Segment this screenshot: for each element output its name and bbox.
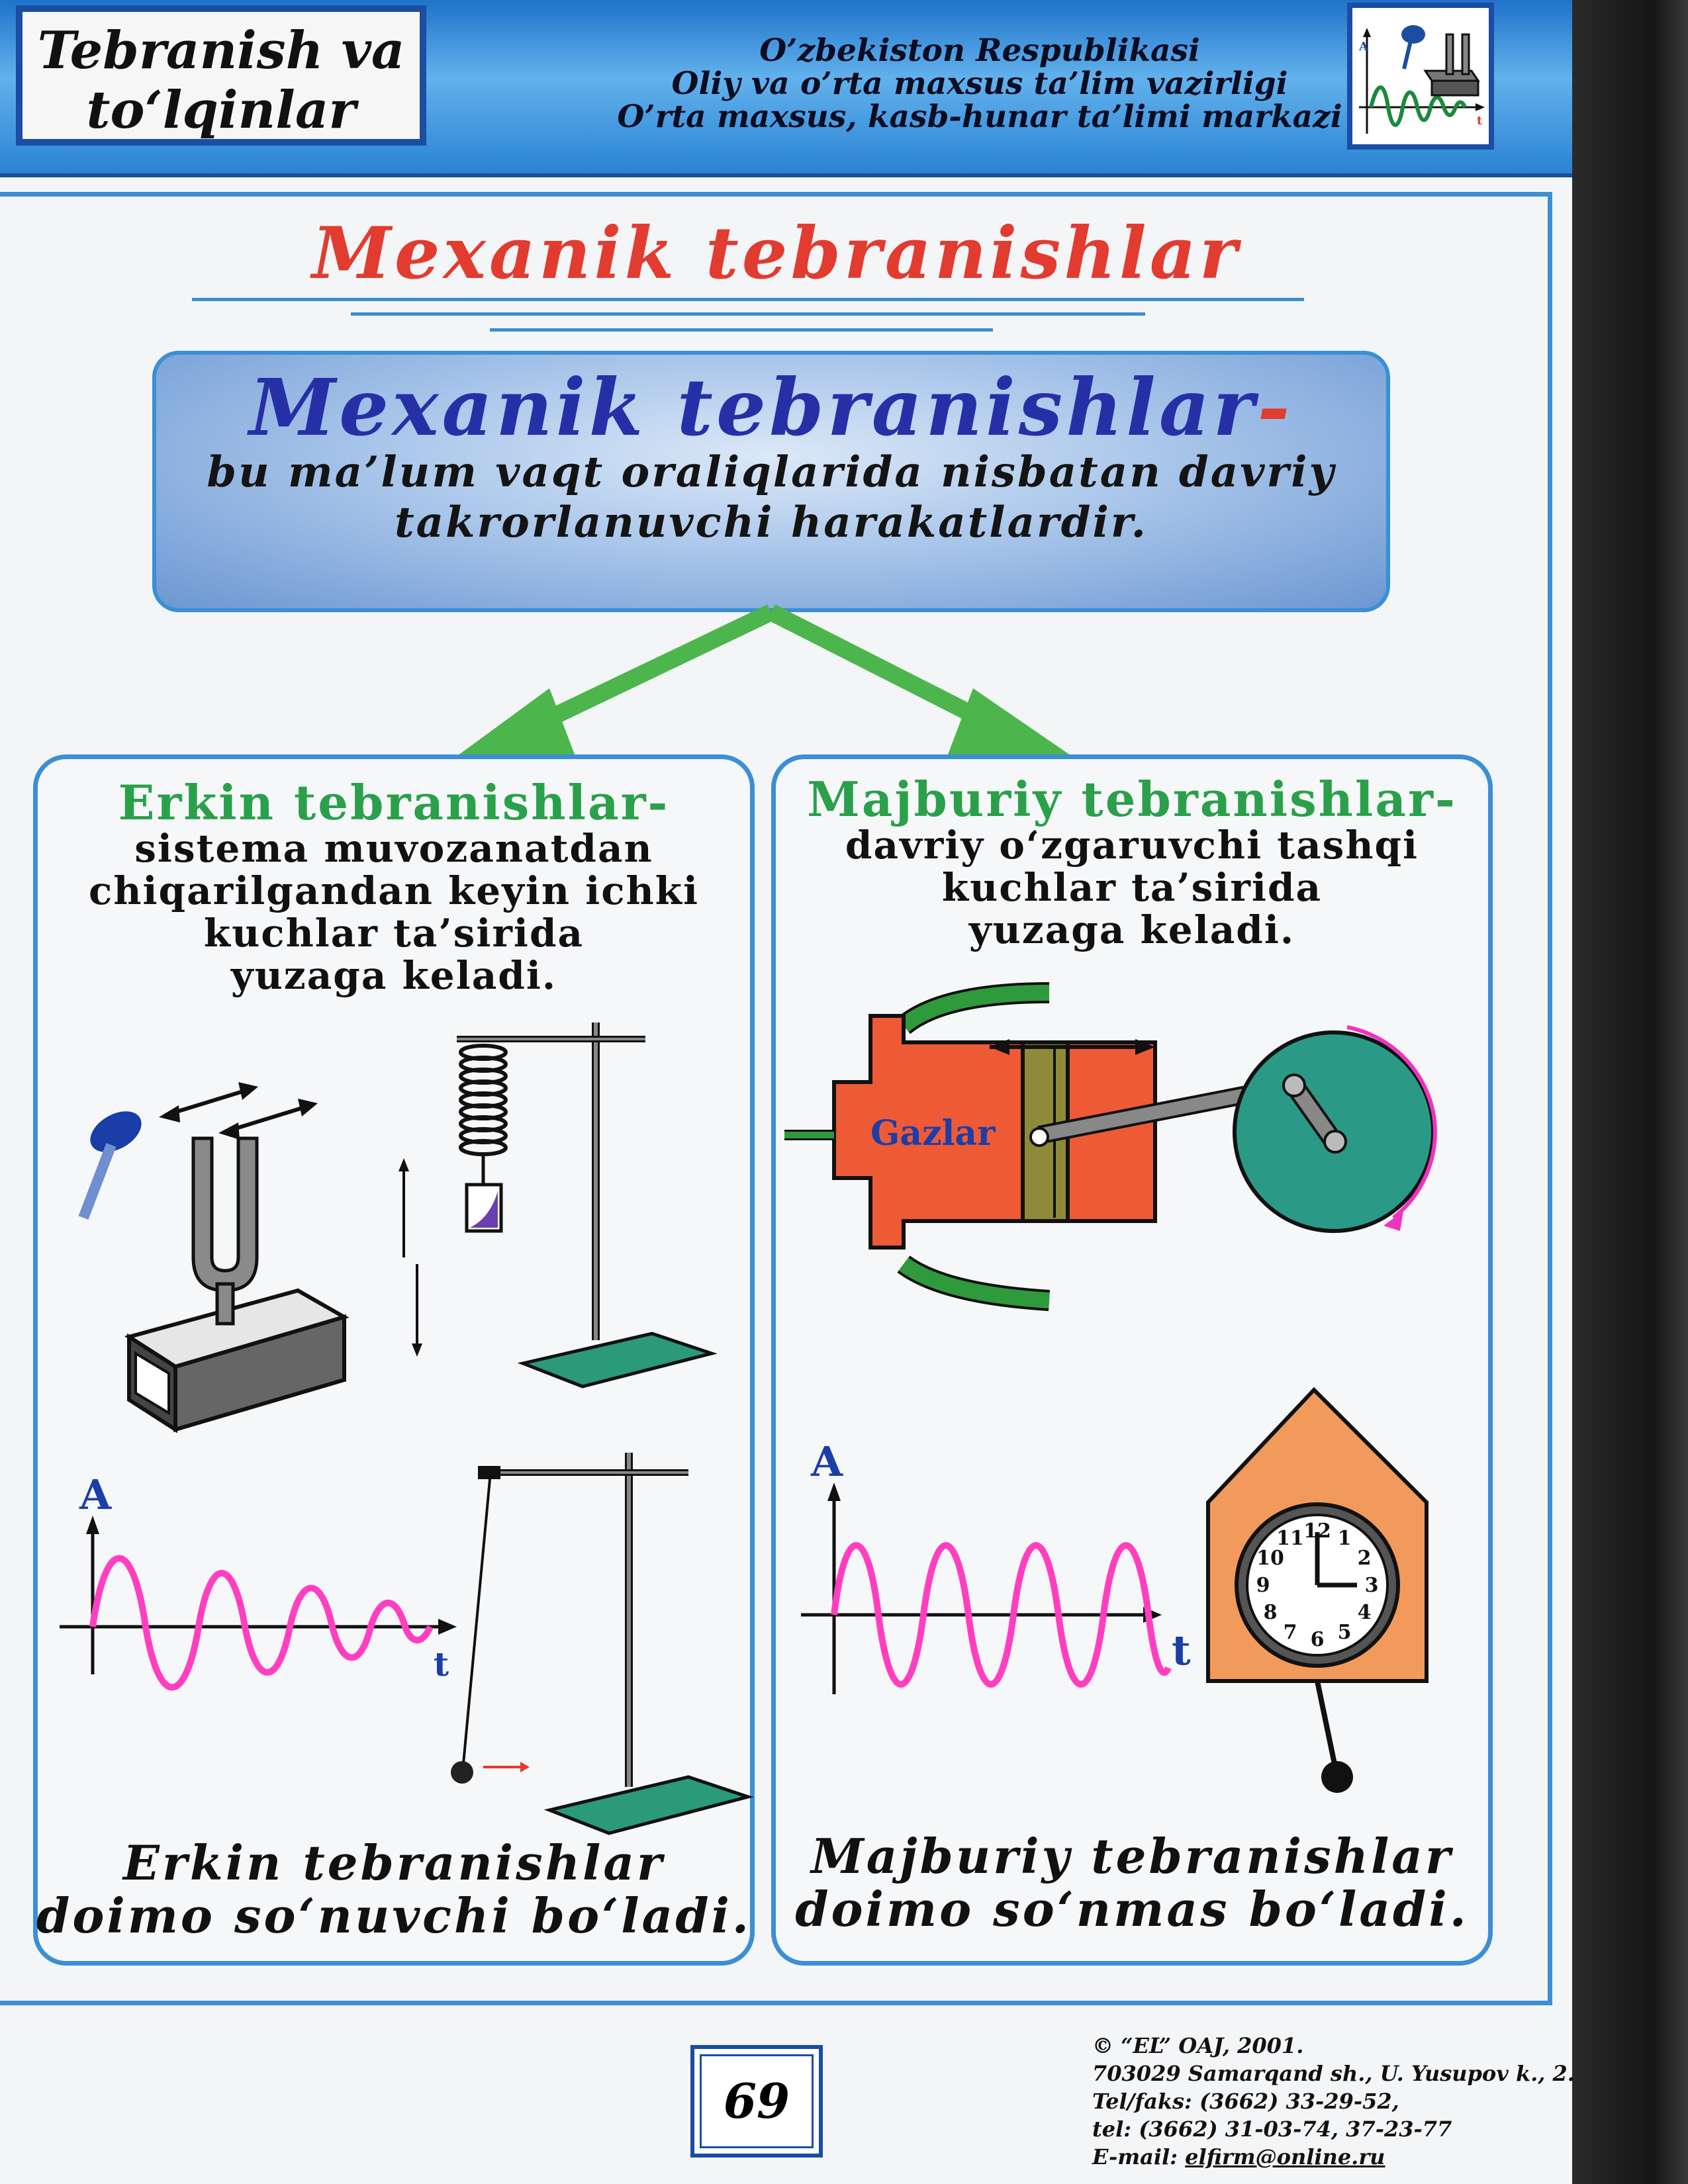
free-oscillations-text-line3: kuchlar ta’sirida — [203, 911, 585, 956]
telfax: Tel/faks: (3662) 33-29-52, — [1092, 2089, 1399, 2114]
clock-numeral: 2 — [1357, 1547, 1372, 1570]
logo-axis-t: t — [1477, 114, 1483, 128]
copyright: © “EL” OAJ, 2001. — [1092, 2033, 1304, 2058]
page-title: Mexanik tebranishlar — [312, 212, 1241, 295]
forced-graph-axis-t: t — [1172, 1626, 1191, 1674]
scan-edge — [1572, 0, 1688, 2184]
free-oscillations-illustrations — [33, 754, 755, 1966]
free-graph-axis-a: A — [79, 1471, 112, 1519]
clock-numeral: 12 — [1303, 1520, 1331, 1543]
clock-numeral: 10 — [1256, 1547, 1284, 1570]
spring-stand-icon — [399, 1023, 712, 1387]
forced-oscillations-illustrations — [771, 754, 1493, 1966]
email-line — [1092, 2143, 1575, 2171]
definition-line2: takrorlanuvchi harakatlardir. — [395, 498, 1148, 547]
forced-oscillations-text-line3: yuzaga keladi. — [968, 907, 1295, 952]
free-oscillations-text-line2: chiqarilgandan keyin ichki — [89, 868, 699, 913]
engine-piston-icon — [784, 993, 1435, 1300]
undamped-wave-graph — [801, 1437, 1191, 1694]
pendulum-clock-icon — [1208, 1390, 1427, 1793]
forced-oscillations-text-line2: kuchlar ta’sirida — [941, 865, 1323, 910]
free-oscillations-heading: Erkin tebranishlar- — [118, 774, 670, 831]
definition-title: Mexanik tebranishlar- — [249, 361, 1293, 453]
email-label: E-mail: — [1092, 2144, 1186, 2169]
clock-numeral: 3 — [1364, 1574, 1379, 1597]
colophon — [1092, 2032, 1575, 2171]
clock-numeral: 7 — [1283, 1621, 1297, 1644]
ministry-line1: O’zbekiston Respublikasi — [759, 32, 1200, 69]
branch-arrows — [0, 0, 1572, 860]
clock-numeral: 4 — [1357, 1601, 1372, 1624]
forced-summary-line1: Majburiy tebranishlar — [811, 1828, 1453, 1884]
free-summary-line1: Erkin tebranishlar — [123, 1835, 665, 1891]
engine-label: Gazlar — [870, 1113, 996, 1154]
ministry-line2: Oliy va o’rta maxsus ta’lim vazirligi — [671, 66, 1288, 102]
email-link[interactable]: elfirm@online.ru — [1185, 2144, 1385, 2169]
clock-numeral: 11 — [1276, 1527, 1304, 1550]
clock-numeral: 1 — [1337, 1527, 1352, 1550]
free-graph-axis-t: t — [434, 1645, 449, 1684]
free-oscillations-text-line4: yuzaga keladi. — [230, 953, 557, 998]
series-title-line2: to‘lqinlar — [86, 80, 356, 140]
forced-oscillations-summary — [771, 1830, 1493, 1936]
address: 703029 Samarqand sh., U. Yusupov k., 2. — [1092, 2061, 1575, 2086]
forced-graph-axis-a: A — [811, 1437, 843, 1486]
pendulum-stand-icon — [451, 1453, 748, 1833]
definition-line1: bu ma’lum vaqt oraliqlarida nisbatan davriy — [207, 447, 1336, 497]
series-title-line1: Tebranish va — [37, 21, 405, 81]
clock-numeral: 9 — [1256, 1574, 1270, 1597]
forced-summary-line2: doimo so‘nmas bo‘ladi. — [795, 1881, 1469, 1937]
free-summary-line2: doimo so‘nuvchi bo‘ladi. — [36, 1888, 751, 1944]
telephone: tel: (3662) 31-03-74, 37-23-77 — [1092, 2116, 1452, 2142]
ministry-line3: O’rta maxsus, kasb-hunar ta’limi markazi — [617, 99, 1342, 135]
free-oscillations-text-line1: sistema muvozanatdan — [134, 826, 653, 871]
forced-oscillations-text-line1: davriy o‘zgaruvchi tashqi — [845, 823, 1419, 868]
tuning-fork-icon — [83, 1082, 344, 1430]
clock-numeral: 6 — [1310, 1628, 1325, 1651]
damped-wave-graph — [60, 1471, 457, 1688]
clock-numeral: 5 — [1337, 1621, 1352, 1644]
free-oscillations-summary — [33, 1837, 755, 1942]
page-number: 69 — [690, 2045, 823, 2158]
logo-axis-a: A — [1359, 40, 1368, 54]
clock-numeral: 8 — [1263, 1601, 1278, 1624]
forced-oscillations-heading: Majburiy tebranishlar- — [807, 771, 1457, 827]
